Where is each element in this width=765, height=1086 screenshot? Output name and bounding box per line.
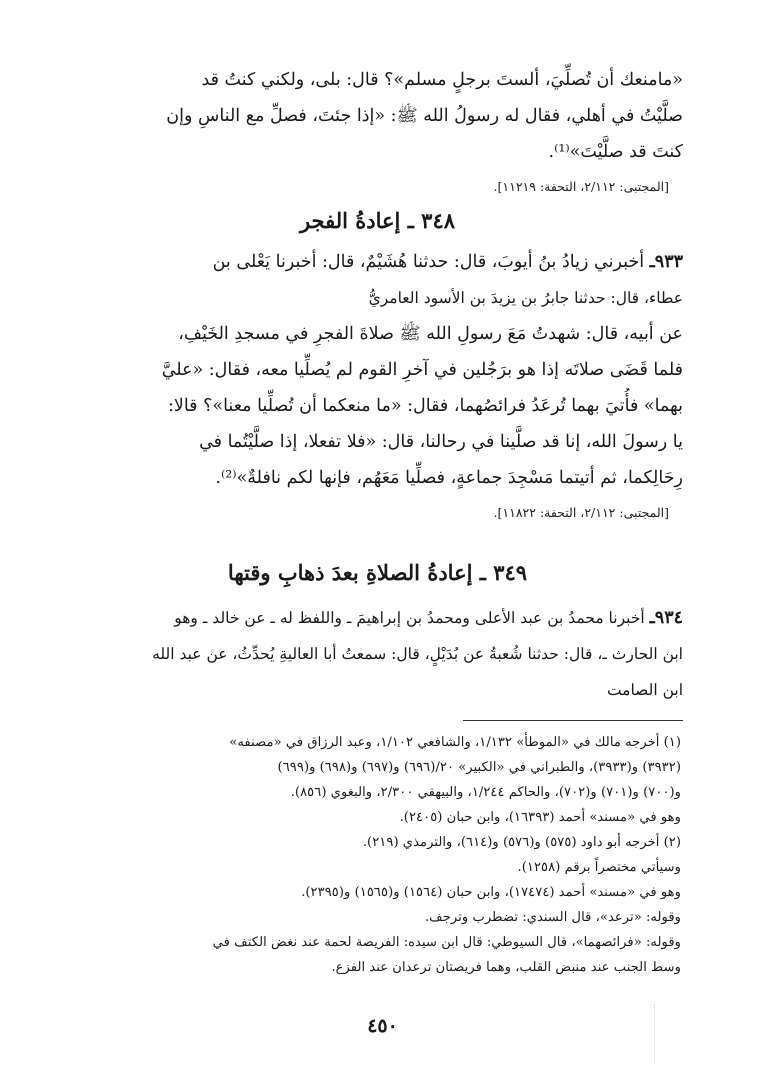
hadith-933-reference: [المجتبى: ٢/١١٢، التحفة: ١١٨٢٢]. xyxy=(493,505,669,520)
hadith-934 xyxy=(72,600,683,708)
hadith-933-isnad: أخبرني زيادُ بنُ أيوبَ، قال: حدثنا هُشَيْمٌ، قال: أخبرنا يَعْلى بن xyxy=(212,252,645,272)
hadith-934-line: ابن الصامت xyxy=(606,681,683,699)
hadith-933-line: يا رسولَ الله، إنا قد صلَّينا في رحالنا، قال: «فلا تفعلا، إذا صلَّيْتُما في xyxy=(199,432,683,452)
hadith-933-line: رِحَالِكما، ثم أتيتما مَسْجِدَ جماعةٍ، فصلِّيا مَعَهُم، فإنها لكم نافلةٌ»⁽²⁾. xyxy=(215,468,683,488)
footnote-line: (٢) أخرجه أبو داود (٥٧٥) و(٥٧٦) و(٦١٤)، والترمذي (٢١٩). xyxy=(362,835,681,850)
intro-line: كنتَ قد صلَّيْتَ»⁽¹⁾. xyxy=(548,142,683,162)
hadith-934-line xyxy=(72,600,683,636)
intro-paragraph xyxy=(72,62,683,170)
footnote-line: وهو في «مسند» أحمد (١٧٤٧٤)، وابن حبان (١٥٦٤) و(١٥٦٥) و(٢٣٩٥). xyxy=(301,885,681,900)
hadith-933-line: فلما قَضَى صلاتَه إذا هو برَجُلين في آخرِ القوم لم يُصلِّيا معه، فقال: «عليَّ xyxy=(161,360,683,380)
footnote-separator xyxy=(463,720,683,721)
hadith-933-line: عن أبيه، قال: شهدتُ مَعَ رسولِ الله ﷺ صلاةَ الفجرِ في مسجدِ الخَيْفِ، xyxy=(178,324,683,344)
footnote-line: وسط الجنب عند منبض القلب، وهما فريصتان ترعدان عند الفزع. xyxy=(331,960,681,975)
hadith-933-line: بهما» فأُتيَ بهما تُرعَدُ فرائصُهما، فقال: «ما منعكما أن تُصلِّيا معنا»؟ قالا: xyxy=(167,396,683,416)
footnote-line: وقوله: «فرائصهما»، قال السيوطي: قال ابن سيده: الفريصة لحمة عند نغض الكتف في xyxy=(212,935,681,950)
footnote-line: (٣٩٣٢) و(٣٩٣٣)، والطبراني في «الكبير» ٢٠/(٦٩٦) و(٦٩٧) و(٦٩٨) و(٦٩٩) xyxy=(277,760,681,775)
intro-line: صلَّيْتُ في أهلي، فقال له رسولُ الله ﷺ: «إذا جئتَ، فصلِّ مع الناسِ وإن xyxy=(166,106,683,126)
footnote-line: و(٧٠٠) و(٧٠١) و(٧٠٢)، والحاكم ١/٢٤٤، والبيهقي ٢/٣٠٠، والبغوي (٨٥٦). xyxy=(290,785,681,800)
footnote-line: وسيأتي مختصراً برقم (١٢٥٨). xyxy=(517,860,681,875)
hadith-number: ٩٣٤ـ xyxy=(649,608,683,628)
hadith-number: ٩٣٣ـ xyxy=(649,252,683,272)
intro-reference: [المجتبى: ٢/١١٢، التحفة: ١١٢١٩]. xyxy=(493,179,669,194)
page-number: ٤٥٠ xyxy=(367,1015,398,1037)
section-heading-349: ٣٤٩ ـ إعادةُ الصلاةِ بعدَ ذهابِ وقتها xyxy=(227,560,528,585)
hadith-934-line: ابن الحارث ـ، قال: حدثنا شُعبةُ عن بُدَيْلٍ، قال: سمعتُ أبا العاليةِ يُحدِّثُ، عن عبد الله xyxy=(152,645,683,663)
hadith-933 xyxy=(72,244,683,496)
footnote-line: وهو في «مسند» أحمد (١٦٣٩٣)، وابن حبان (٢٤٠٥). xyxy=(399,810,681,825)
hadith-933-line xyxy=(72,244,683,280)
hadith-934-isnad: أخبرنا محمدُ بن عبد الأعلى ومحمدُ بن إبراهيمَ ـ واللفظ له ـ عن خالد ـ وهو xyxy=(174,609,645,627)
footnote-line: (١) أخرجه مالك في «الموطأ» ١/١٣٢، والشافعي ١/١٠٢، وعبد الرزاق في «مصنفه» xyxy=(229,735,681,750)
footnotes xyxy=(78,730,681,980)
section-heading-348: ٣٤٨ ـ إعادةُ الفجر xyxy=(299,208,456,233)
footnote-line: وقوله: «ترعد»، قال السندي: تضطرب وترجف. xyxy=(424,910,681,925)
hadith-933-line: عطاء، قال: حدثنا جابرُ بن يزيدَ بن الأسود العامريُّ xyxy=(368,289,683,307)
intro-line: «مامنعك أن تُصلِّيَ، ألستَ برجلٍ مسلم»؟ قال: بلى، ولكني كنتُ قد xyxy=(201,70,683,90)
scan-edge-mark xyxy=(654,1004,669,1064)
